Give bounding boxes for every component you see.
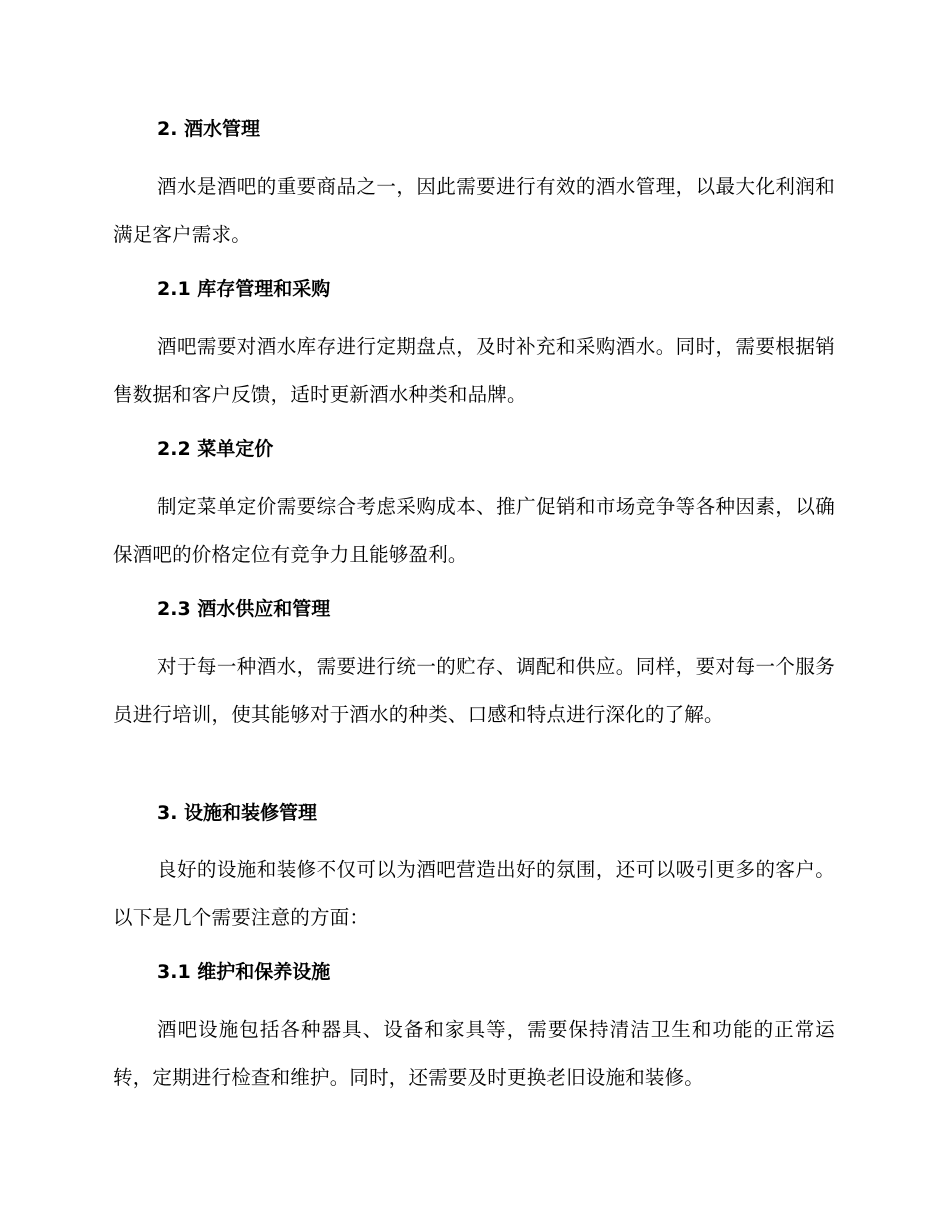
section-heading-2-3: 2.3 酒水供应和管理 [157, 598, 331, 620]
section-heading-2: 2. 酒水管理 [157, 118, 261, 140]
section-paragraph-2-2: 制定菜单定价需要综合考虑采购成本、推广促销和市场竞争等各种因素，以确保酒吧的价格定位有竞争力且能够盈利。 [113, 495, 835, 566]
section-paragraph-2-3: 对于每一种酒水，需要进行统一的贮存、调配和供应。同样，要对每一个服务员进行培训，使其能够对于酒水的种类、口感和特点进行深化的了解。 [113, 655, 835, 726]
section-paragraph-2: 酒水是酒吧的重要商品之一，因此需要进行有效的酒水管理，以最大化利润和满足客户需求。 [113, 175, 835, 246]
section-paragraph-2-1: 酒吧需要对酒水库存进行定期盘点，及时补充和采购酒水。同时，需要根据销售数据和客户反馈，适时更新酒水种类和品牌。 [113, 335, 835, 406]
section-heading-3: 3. 设施和装修管理 [157, 802, 318, 824]
section-heading-2-2: 2.2 菜单定价 [157, 438, 274, 460]
section-paragraph-3: 良好的设施和装修不仅可以为酒吧营造出好的氛围，还可以吸引更多的客户。以下是几个需要注意的方面： [113, 858, 835, 929]
section-heading-2-1: 2.1 库存管理和采购 [157, 278, 331, 300]
section-paragraph-3-1: 酒吧设施包括各种器具、设备和家具等，需要保持清洁卫生和功能的正常运转，定期进行检查和维护。同时，还需要及时更换老旧设施和装修。 [113, 1018, 835, 1089]
section-heading-3-1: 3.1 维护和保养设施 [157, 961, 331, 983]
